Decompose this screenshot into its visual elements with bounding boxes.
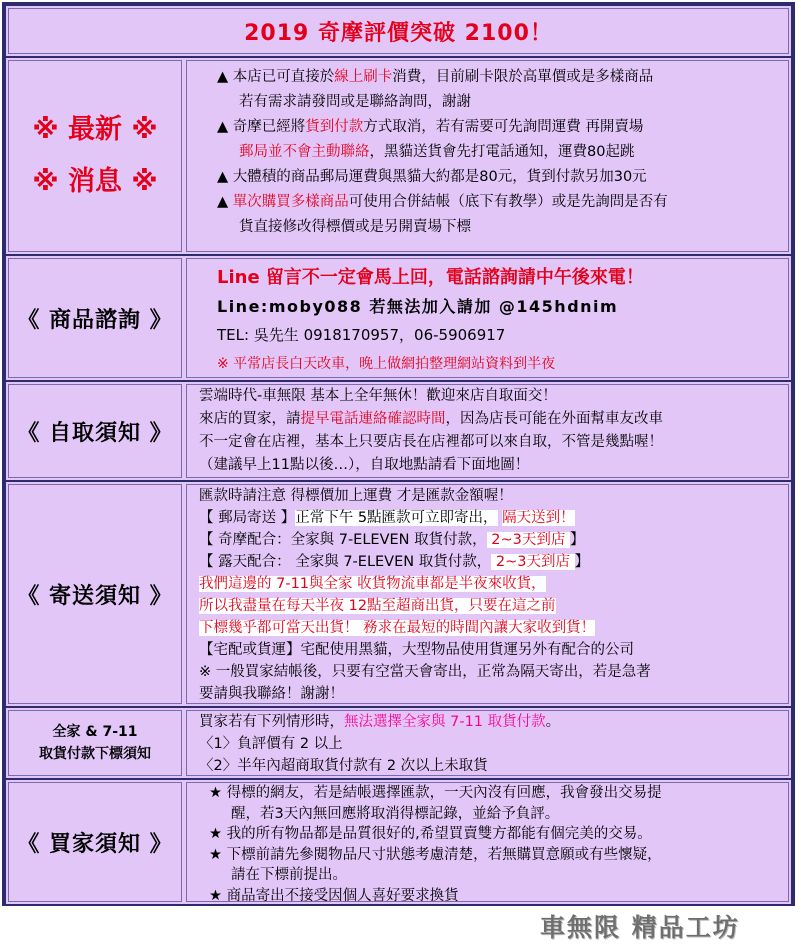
pickup-text: 提早電話連絡確認時間 (300, 411, 446, 427)
buyer-text: 商品寄出不接受因個人喜好要求換貨 (222, 887, 459, 904)
pickup-content (186, 384, 789, 478)
title-row (6, 6, 791, 56)
news-text: 貨到付款 (305, 119, 364, 135)
cvs-row (6, 708, 791, 778)
pickup-text: ，因為店長可能在外面幫車友改車 (445, 411, 663, 427)
pickup-text: （建議早上11點以後…），自取地點請看下面地圖！ (199, 457, 530, 473)
shipping-text: 下標幾乎都可當天出貨！ 務求在最短的時間內讓大家收到貨！ (199, 620, 596, 636)
inquiry-label: 《 商品諮詢 》 (17, 307, 173, 333)
shipping-label-cell (8, 484, 182, 704)
shipping-text: 匯款時請注意 得標價加上運費 才是匯款金額喔！ (199, 488, 513, 504)
news-row (6, 58, 791, 254)
buyer-text: 請在下標前提出。 (231, 867, 347, 883)
text-line (199, 617, 780, 639)
pickup-text: 來店的買家，請 (199, 411, 301, 427)
text-line (217, 190, 780, 215)
shipping-label: 《 寄送須知 》 (17, 583, 173, 609)
cvs-text: 買家若有下列情形時， (199, 714, 344, 730)
text-line (217, 65, 780, 90)
text-line (209, 824, 780, 845)
text-line (209, 845, 780, 866)
inquiry-label-cell (8, 258, 182, 378)
news-text: 奇摩已經將 (228, 119, 306, 135)
text-line (217, 140, 780, 165)
inquiry-row (6, 256, 791, 380)
pickup-label-cell (8, 384, 182, 478)
text-line (217, 215, 780, 240)
pickup-text: 雲端時代-車無限 基本上全年無休！歡迎來店自取面交！ (199, 388, 557, 404)
text-line (199, 573, 780, 595)
shipping-text: 我們這邊的 7-11與全家 收貨物流車都是半夜來收貨， (199, 576, 546, 592)
text-line (199, 385, 780, 408)
pickup-label: 《 自取須知 》 (17, 420, 173, 446)
text-line (199, 595, 780, 617)
buyer-text: 下標前請先參閱物品尺寸狀態考慮清楚，若無購買意願或有些懷疑， (222, 846, 662, 863)
cvs-text: 〈2〉半年內超商取貨付款有 2 次以上未取貨 (199, 758, 488, 774)
shipping-text: 2~3天到店 (491, 554, 575, 570)
cvs-text: 〈1〉負評價有 2 以上 (199, 736, 343, 752)
star-bullet-icon: ★ (209, 826, 222, 842)
buyer-content (186, 782, 789, 902)
buyer-text: 醒，若3天內無回應將取消得標記錄，並給予負評。 (231, 805, 560, 822)
cvs-label-cell (8, 710, 182, 776)
shipping-text: 【 郵局寄送 】 (199, 510, 296, 526)
inquiry-text: TEL: 吳先生 0918170957，06-5906917 (217, 326, 506, 344)
shipping-text: 所以我盡量在每天半夜 12點至超商出貨，只要在這之前 (199, 598, 556, 614)
shop-name-footer: 車無限 精品工坊 (540, 913, 740, 942)
text-line (209, 804, 780, 825)
pickup-text: 不一定會在店裡，基本上只要店長在店裡都可以來自取，不管是幾點喔！ (199, 434, 663, 450)
news-text: 消費，目前刷卡限於高單價或是多樣商品 (392, 69, 654, 85)
star-bullet-icon: ★ (209, 887, 222, 904)
shipping-text: 要請與我聯絡！謝謝！ (199, 686, 344, 702)
text-line (199, 529, 780, 551)
triangle-bullet-icon: ▲ (217, 119, 229, 135)
inquiry-text: Line:moby088 若無法加入請加 @145hdnim (217, 297, 619, 316)
text-line (209, 783, 780, 804)
buyer-row (6, 780, 791, 904)
text-line (199, 431, 780, 454)
text-line (217, 350, 780, 379)
news-text: 大體積的商品郵局運費與黑貓大約都是80元，貨到付款另加30元 (228, 169, 647, 185)
text-line (199, 733, 780, 755)
text-line (199, 639, 780, 661)
text-line (199, 551, 780, 573)
text-line (217, 90, 780, 115)
cvs-text: 無法選擇全家與 7-11 取貨付款 (344, 714, 546, 730)
shipping-text: 2~3天到店 (486, 532, 570, 548)
text-line (217, 321, 780, 350)
news-text: 線上刷卡 (334, 69, 393, 85)
shipping-content (186, 484, 789, 704)
triangle-bullet-icon: ▲ (217, 194, 229, 210)
page-title: 2019 奇摩評價突破 2100！ (244, 20, 553, 46)
text-line (199, 454, 780, 477)
buyer-label-cell (8, 782, 182, 902)
shipping-text: 【 露天配合： 全家與 7-ELEVEN 取貨付款， (199, 554, 492, 570)
buyer-text: 得標的網友，若是結帳選擇匯款，一天內沒有回應，我會發出交易提 (222, 785, 662, 801)
inquiry-text: Line 留言不一定會馬上回，電話諮詢請中午後來電！ (217, 267, 644, 288)
shipping-text: 【宅配或貨運】宅配使用黑貓，大型物品使用貨運另外有配合的公司 (199, 642, 634, 658)
text-line (199, 661, 780, 683)
inquiry-text: ※ 平常店長白天改車，晚上做網拍整理網站資料到半夜 (217, 356, 556, 372)
shipping-text: 隔天送到！ (502, 510, 575, 526)
news-text: 若有需求請發問或是聯絡詢問，謝謝 (239, 94, 471, 110)
star-bullet-icon: ★ (209, 785, 222, 801)
shipping-text: 】 (569, 532, 585, 548)
text-line (217, 115, 780, 140)
info-table (2, 2, 795, 906)
news-content (186, 60, 789, 252)
news-label-line1: ※ 最新 ※ (32, 114, 158, 145)
cvs-label-line2: 取貨付款下標須知 (39, 746, 151, 762)
text-line (199, 408, 780, 431)
news-text: 單次購買多樣商品 (232, 194, 349, 210)
shipping-text: 【 奇摩配合：全家與 7-ELEVEN 取貨付款， (199, 532, 487, 548)
text-line (199, 711, 780, 733)
text-line (217, 263, 780, 292)
text-line (199, 755, 780, 777)
text-line (209, 886, 780, 907)
star-bullet-icon: ★ (209, 846, 222, 863)
shipping-text: 】 (574, 554, 590, 570)
inquiry-content (186, 258, 789, 378)
shipping-text: ※ 一般買家結帳後，只要有空當天會寄出，正常為隔天寄出，若是急著 (199, 664, 651, 680)
text-line (209, 865, 780, 886)
pickup-row (6, 382, 791, 480)
shipping-text: 正常下午 5點匯款可立即寄出， (295, 510, 498, 526)
news-text: 郵局並不會主動聯絡 (239, 144, 370, 160)
news-text: 貨直接修改得標價或是另開賣場下標 (239, 219, 471, 235)
triangle-bullet-icon: ▲ (217, 169, 229, 185)
text-line (199, 683, 780, 705)
news-text: 本店已可直接於 (228, 69, 335, 85)
text-line (199, 485, 780, 507)
news-label-line2: ※ 消息 ※ (32, 166, 158, 197)
news-text: 可使用合併結帳（底下有教學）或是先詢問是否有 (348, 194, 668, 210)
triangle-bullet-icon: ▲ (217, 69, 229, 85)
text-line (217, 165, 780, 190)
cvs-text: 。 (545, 714, 561, 730)
cvs-content (186, 710, 789, 776)
text-line (199, 507, 780, 529)
news-label-cell (8, 60, 182, 252)
cvs-label-line1: 全家 & 7-11 (52, 724, 138, 740)
news-text: ，黑貓送貨會先打電話通知，運費80起跳 (369, 144, 635, 160)
buyer-label: 《 買家須知 》 (17, 831, 173, 857)
text-line (217, 292, 780, 321)
shipping-row (6, 482, 791, 706)
title-cell (8, 8, 789, 54)
news-text: 方式取消，若有需要可先詢問運費 再開賣場 (363, 119, 644, 135)
buyer-text: 我的所有物品都是品質很好的,希望買賣雙方都能有個完美的交易。 (222, 826, 652, 842)
